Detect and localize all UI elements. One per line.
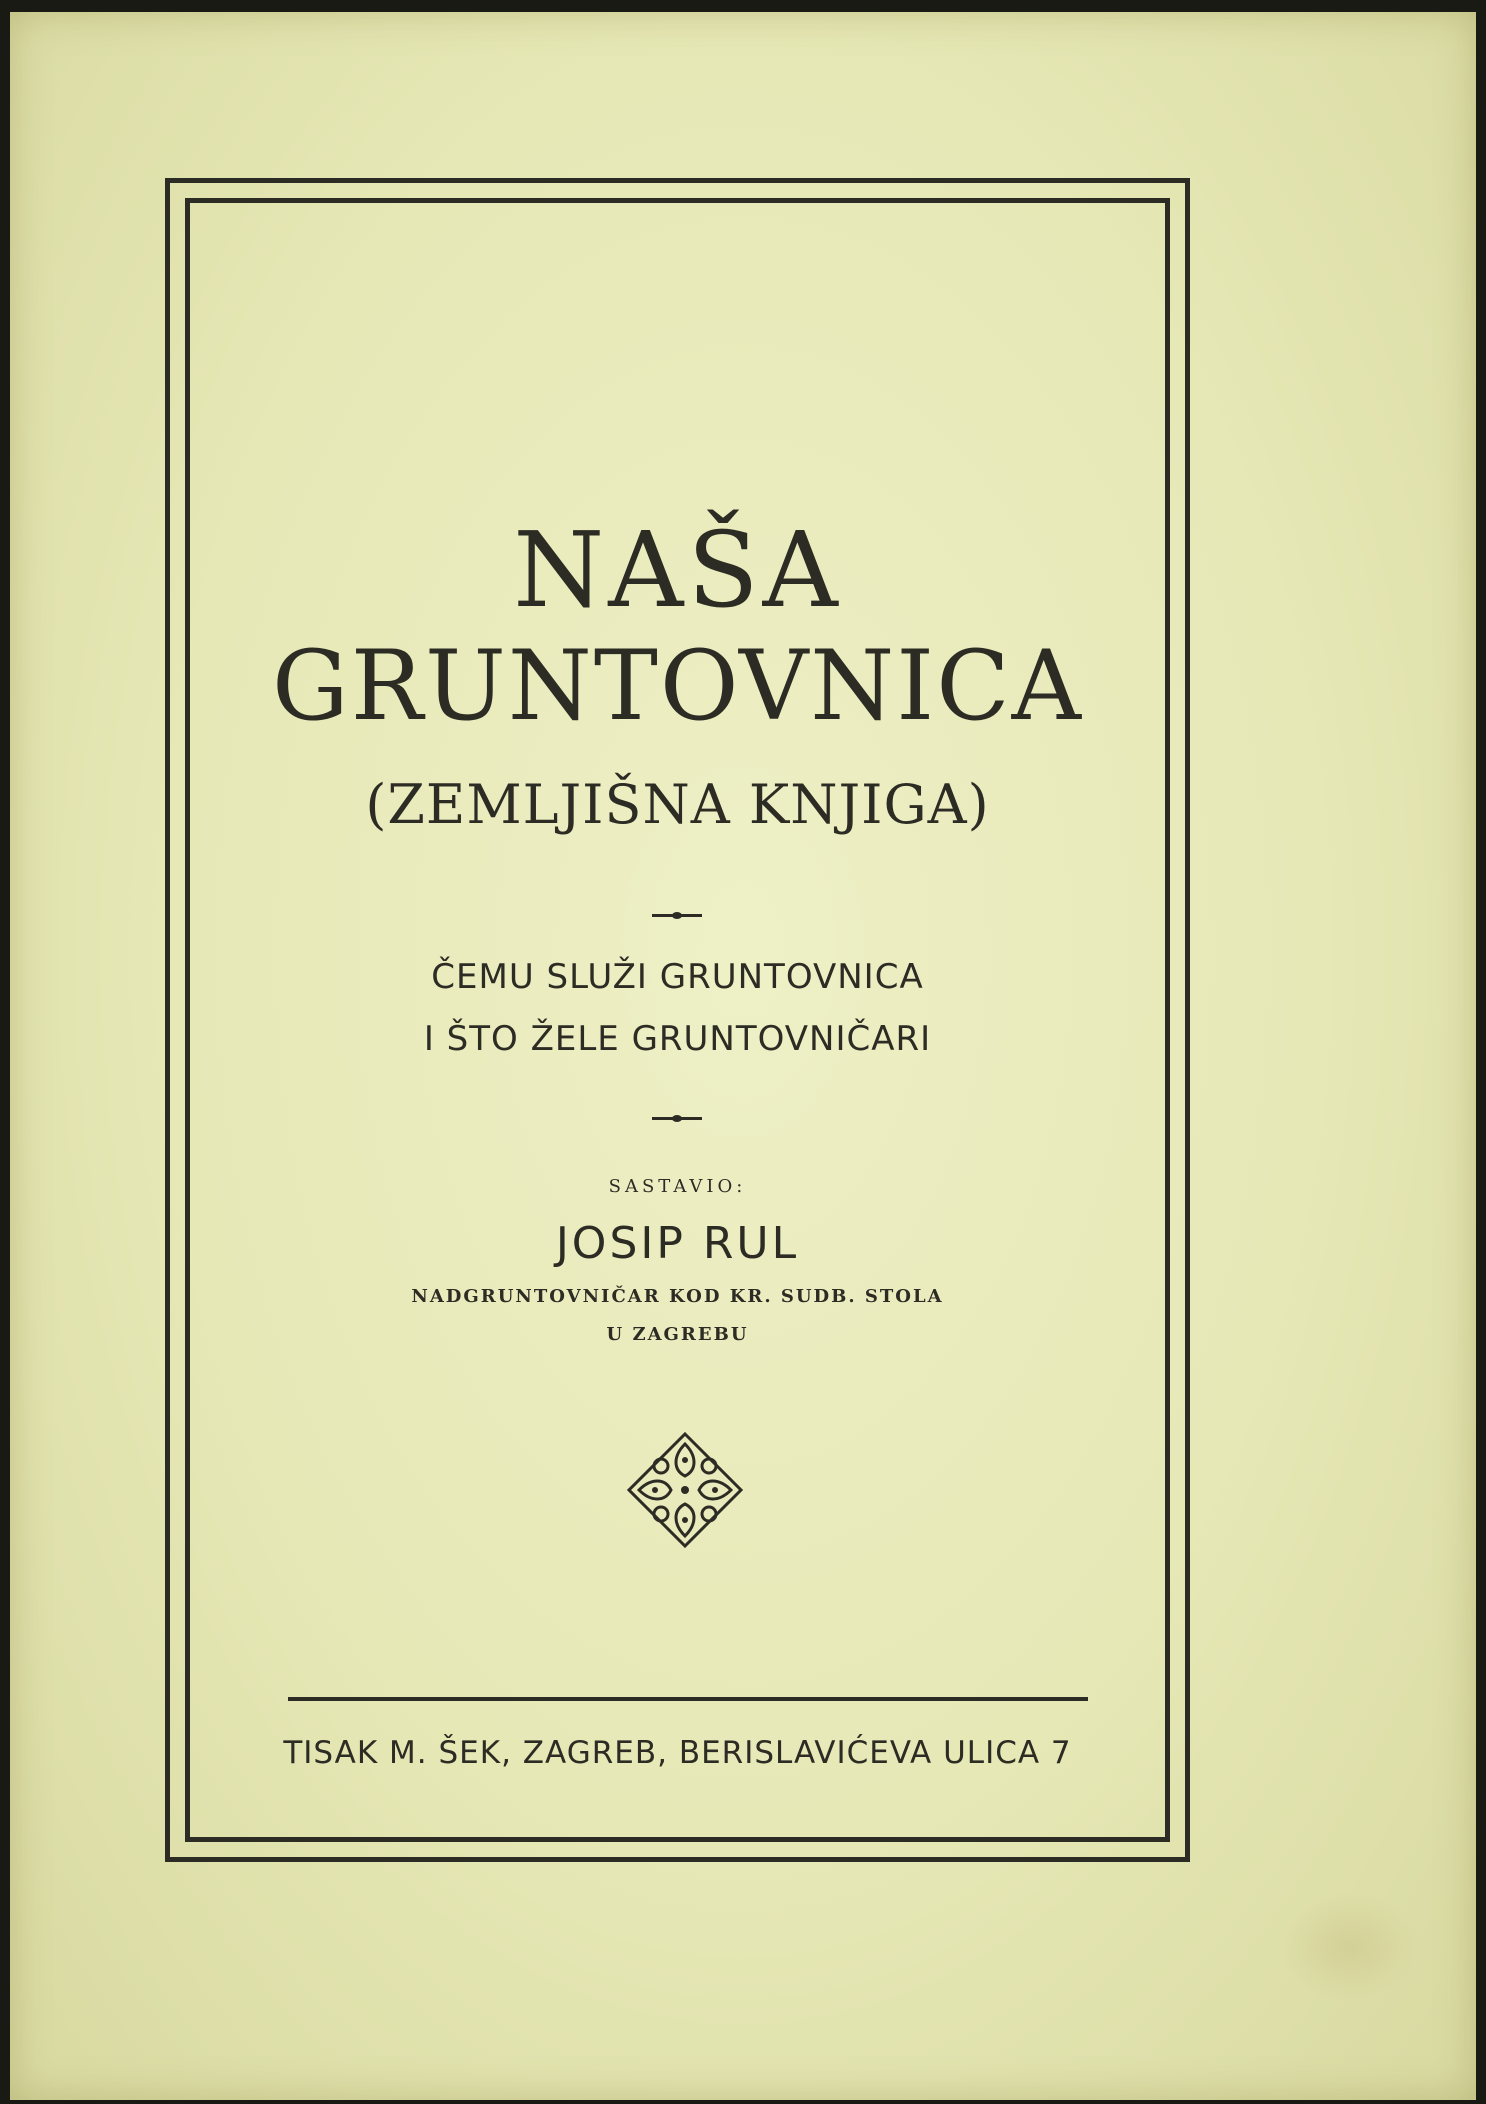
author-position-line-1: NADGRUNTOVNIČAR KOD KR. SUDB. STOLA (411, 1286, 944, 1307)
divider-dash-1 (652, 914, 702, 917)
compiled-by-label: SASTAVIO: (608, 1176, 747, 1197)
floral-ornament-icon (625, 1430, 745, 1550)
divider-dash-2 (652, 1117, 702, 1120)
title-line-2: GRUNTOVNICA (272, 630, 1083, 742)
author-name: JOSIP RUL (555, 1218, 800, 1269)
printer-imprint: TISAK M. ŠEK, ZAGREB, BERISLAVIĆEVA ULICA 7 (283, 1735, 1072, 1771)
subtitle: (ZEMLJIŠNA KNJIGA) (365, 773, 990, 836)
footer-rule (288, 1697, 1088, 1701)
paper-stain (1280, 1892, 1420, 2002)
tagline-line-2: I ŠTO ŽELE GRUNTOVNIČARI (423, 1019, 932, 1059)
title-line-1: NAŠA (513, 509, 842, 631)
author-position-line-2: U ZAGREBU (606, 1324, 749, 1345)
tagline-line-1: ČEMU SLUŽI GRUNTOVNICA (431, 957, 924, 997)
